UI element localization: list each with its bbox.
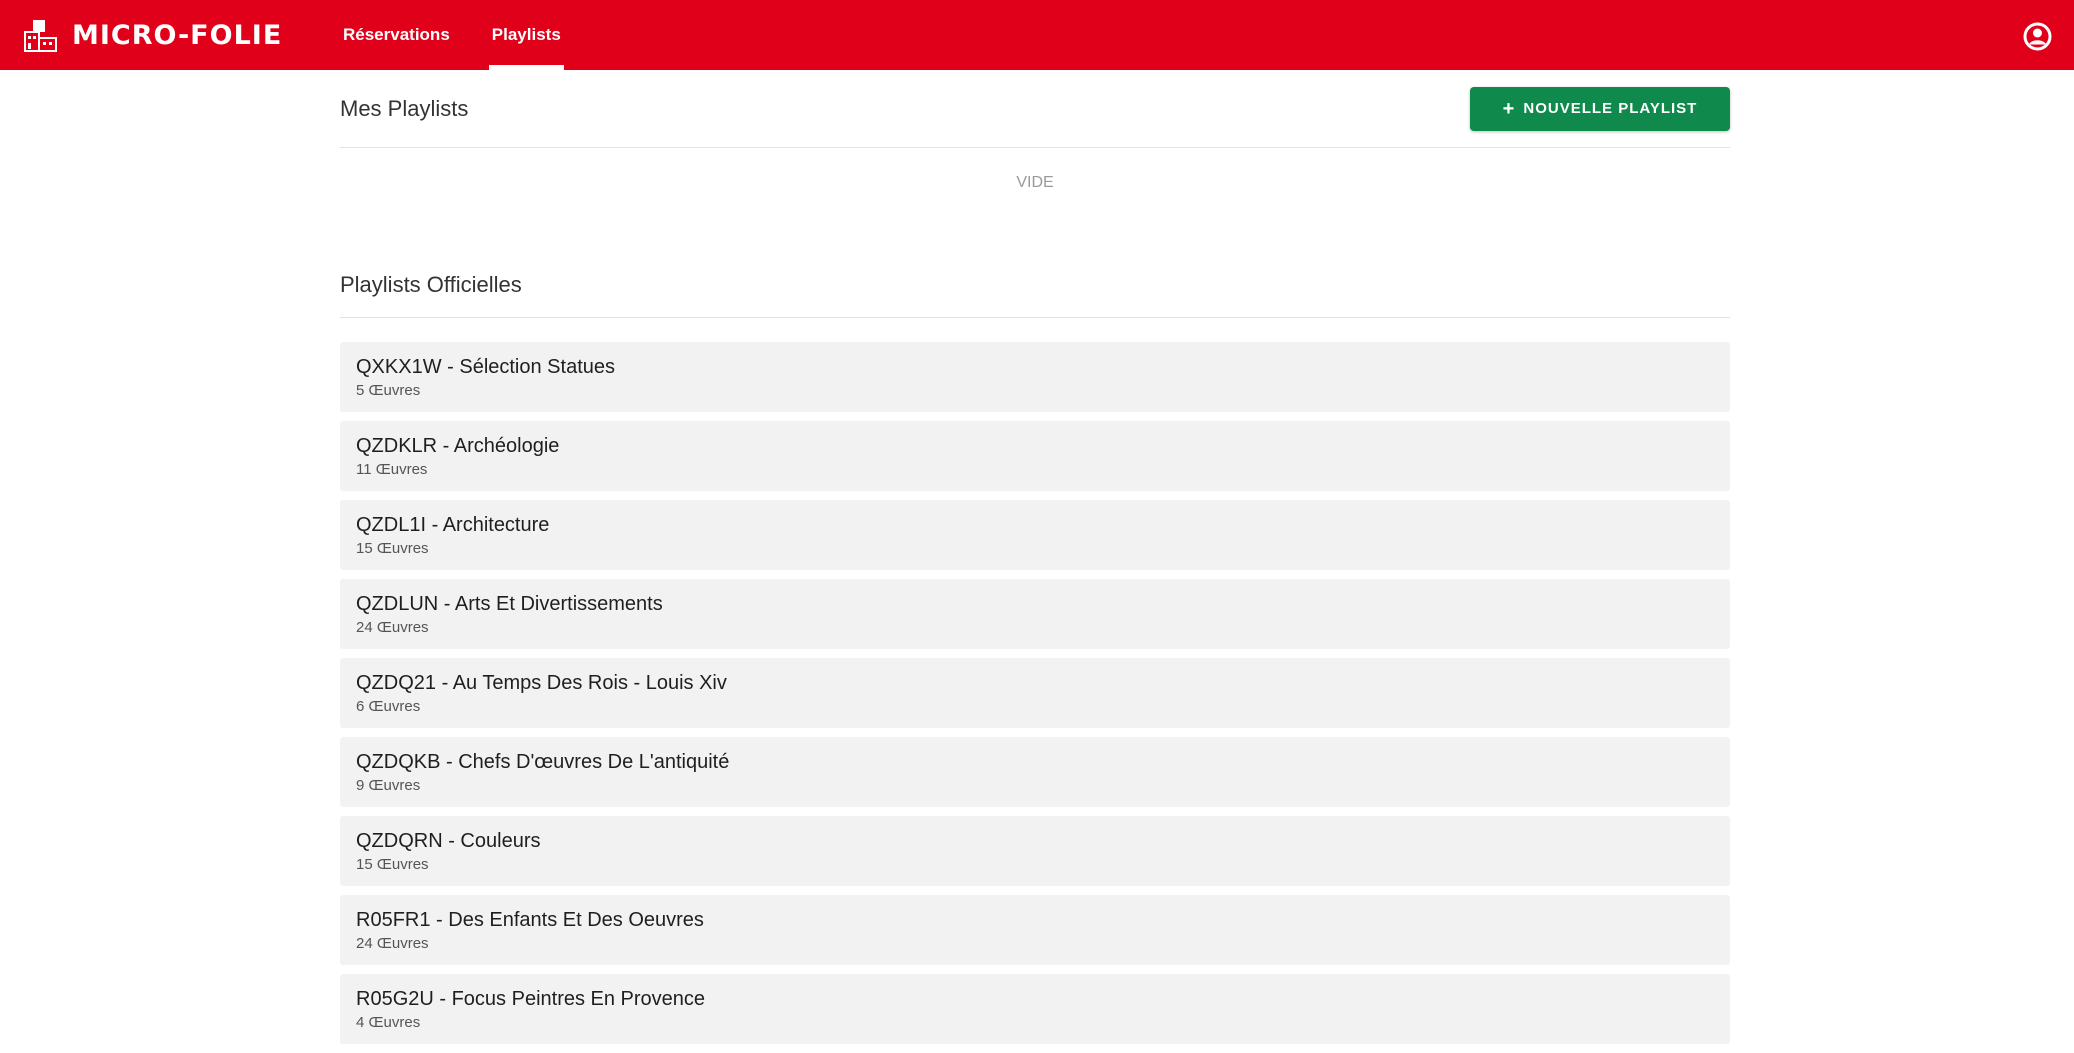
plus-icon: + — [1502, 97, 1516, 120]
official-playlists-title: Playlists Officielles — [340, 272, 522, 297]
main-nav — [322, 0, 582, 70]
playlist-name: QZDLUN - Arts Et Divertissements — [356, 593, 663, 615]
playlist-item[interactable] — [340, 421, 1730, 491]
my-playlists-title: Mes Playlists — [340, 95, 469, 121]
playlist-name: QZDKLR - Archéologie — [356, 435, 560, 457]
new-playlist-label: NOUVELLE PLAYLIST — [1523, 100, 1698, 117]
playlist-name: QXKX1W - Sélection Statues — [356, 356, 616, 378]
my-playlists-header — [340, 70, 1730, 148]
brand-logo[interactable] — [24, 0, 282, 70]
playlist-count: 6 Œuvres — [356, 698, 421, 715]
my-playlists-section — [340, 70, 1730, 210]
museum-building-icon — [24, 18, 58, 52]
playlist-count: 24 Œuvres — [356, 619, 429, 636]
playlist-count: 9 Œuvres — [356, 777, 421, 794]
playlist-item[interactable] — [340, 342, 1730, 412]
playlist-item[interactable] — [340, 737, 1730, 807]
playlist-count: 4 Œuvres — [356, 1014, 421, 1031]
playlist-name: QZDQRN - Couleurs — [356, 830, 541, 852]
playlist-item[interactable] — [340, 974, 1730, 1044]
tab-playlists[interactable]: Playlists — [471, 0, 582, 70]
playlist-item[interactable] — [340, 816, 1730, 886]
playlist-count: 5 Œuvres — [356, 382, 421, 399]
playlist-name: QZDL1I - Architecture — [356, 514, 550, 536]
playlist-list — [340, 342, 1730, 1044]
official-playlists-header — [340, 270, 1730, 318]
playlist-name: R05FR1 - Des Enfants Et Des Oeuvres — [356, 909, 704, 931]
playlist-item[interactable] — [340, 500, 1730, 570]
playlist-name: R05G2U - Focus Peintres En Provence — [356, 988, 706, 1010]
playlist-name: QZDQKB - Chefs D'œuvres De L'antiquité — [356, 751, 730, 773]
playlist-count: 11 Œuvres — [356, 461, 428, 478]
playlist-count: 24 Œuvres — [356, 935, 429, 952]
tab-reservations[interactable]: Réservations — [343, 25, 450, 44]
new-playlist-button[interactable] — [1470, 87, 1730, 131]
top-bar — [0, 0, 2074, 70]
brand-name: MICRO-FOLIE — [72, 19, 283, 51]
playlist-item[interactable] — [340, 579, 1730, 649]
playlist-item[interactable] — [340, 658, 1730, 728]
playlist-count: 15 Œuvres — [356, 540, 429, 557]
official-playlists-section — [340, 270, 1730, 1044]
empty-state-text: VIDE — [1016, 174, 1054, 191]
main-content — [340, 70, 1730, 1053]
playlist-count: 15 Œuvres — [356, 856, 429, 873]
playlist-item[interactable] — [340, 895, 1730, 965]
user-circle-icon[interactable] — [2023, 22, 2052, 51]
playlist-name: QZDQ21 - Au Temps Des Rois - Louis Xiv — [356, 672, 727, 694]
